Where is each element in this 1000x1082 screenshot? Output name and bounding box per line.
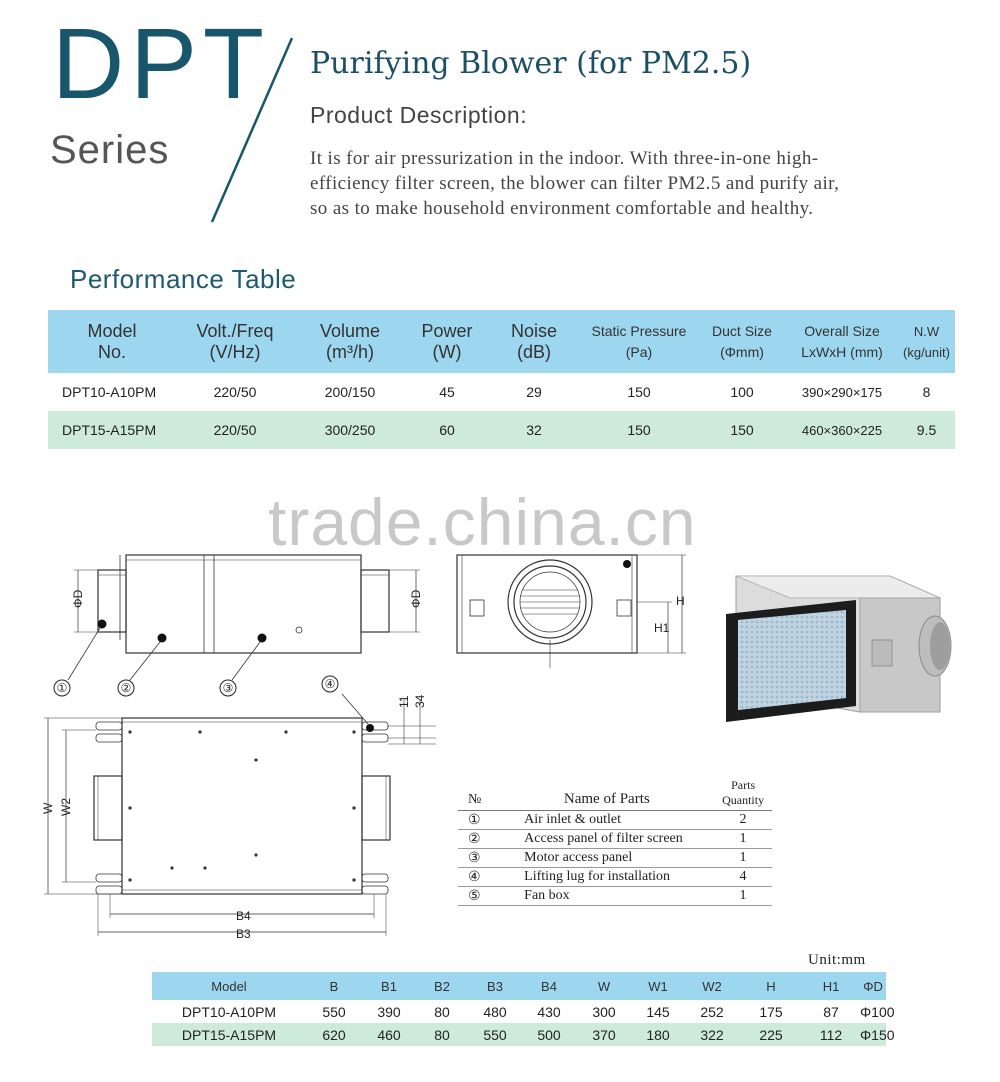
dim-label-w2: W2: [59, 798, 73, 816]
callout-2-label: ②: [120, 681, 132, 695]
part-name: Air inlet & outlet: [524, 812, 621, 827]
header-duct-size: Duct Size (Φmm): [712, 322, 772, 360]
product-title: Purifying Blower (for PM2.5): [310, 46, 752, 81]
header-model: Model No.: [87, 320, 137, 362]
dim-label-h1: H1: [654, 621, 670, 635]
table-cell: 100: [730, 383, 754, 400]
list-item: [458, 811, 772, 830]
header-cell: W1: [648, 978, 668, 994]
table-cell: 430: [537, 1003, 561, 1020]
header-overall-size: Overall Size LxWxH (mm): [801, 322, 883, 360]
header-cell: B: [329, 978, 339, 994]
table-cell: DPT15-A15PM: [181, 1026, 277, 1043]
table-cell: DPT15-A15PM: [62, 421, 157, 438]
table-cell: 80: [434, 1026, 450, 1043]
table-cell: 175: [759, 1003, 783, 1020]
product-render: [726, 576, 951, 722]
dim-label-h: H: [676, 594, 685, 608]
table-cell: 300: [592, 1003, 616, 1020]
table-cell: 32: [526, 421, 542, 438]
table-cell: 322: [700, 1026, 724, 1043]
table-cell: 112: [819, 1026, 843, 1043]
table-cell: DPT10-A10PM: [181, 1003, 277, 1020]
table-cell: 390×290×175: [801, 384, 883, 400]
description-line: efficiency filter screen, the blower can filter PM2.5 and purify air,: [310, 173, 840, 194]
table-cell: 550: [483, 1026, 507, 1043]
part-number: ④: [468, 869, 481, 885]
part-number: ③: [468, 850, 481, 866]
header-net-weight: N.W (kg/unit): [903, 323, 950, 360]
dim-label-w: W: [41, 802, 55, 814]
description-heading: Product Description:: [310, 102, 528, 128]
table-cell: 150: [627, 421, 651, 438]
part-qty: 1: [739, 831, 747, 846]
callout-4-label: ④: [324, 677, 336, 691]
end-view-drawing: [457, 555, 686, 668]
table-cell: 60: [439, 421, 455, 438]
table-cell: 252: [700, 1003, 724, 1020]
list-item: [458, 830, 772, 849]
part-name: Fan box: [524, 888, 570, 903]
table-cell: 480: [483, 1003, 507, 1020]
table-cell: 180: [646, 1026, 670, 1043]
part-qty: 1: [739, 888, 747, 903]
dim-label-11: 11: [397, 695, 411, 708]
part-qty: 2: [739, 812, 747, 827]
header-cell: B4: [541, 978, 557, 994]
table-cell: 370: [592, 1026, 616, 1043]
table-cell: 150: [730, 421, 754, 438]
table-cell: 300/250: [324, 421, 376, 438]
table-cell: 620: [322, 1026, 346, 1043]
table-cell: Φ150: [860, 1026, 895, 1043]
header-quantity: Parts Quantity: [722, 778, 765, 807]
parts-table-header: [458, 778, 772, 811]
series-logo: DPT: [52, 8, 270, 120]
header-cell: H1: [822, 978, 840, 994]
table-cell: 45: [439, 383, 455, 400]
part-number: ②: [468, 831, 481, 847]
description-line: so as to make household environment comfortable and healthy.: [310, 198, 814, 219]
part-name: Lifting lug for installation: [524, 869, 670, 884]
list-item: [458, 868, 772, 887]
part-name: Access panel of filter screen: [524, 831, 683, 846]
table-cell: 80: [434, 1003, 450, 1020]
table-cell: 9.5: [916, 421, 937, 438]
part-number: ①: [468, 812, 481, 828]
part-qty: 4: [739, 869, 747, 884]
part-qty: 1: [739, 850, 747, 865]
description-line: It is for air pressurization in the indoor. With three-in-one high-: [310, 148, 819, 169]
header-cell: B3: [487, 978, 503, 994]
header-part-name: Name of Parts: [563, 791, 650, 807]
parts-table: [458, 778, 772, 906]
table-cell: 145: [646, 1003, 670, 1020]
table-cell: 550: [322, 1003, 346, 1020]
header-cell: Model: [211, 978, 247, 994]
performance-table-title: Performance Table: [70, 264, 297, 294]
table-cell: 460: [377, 1026, 401, 1043]
table-cell: 390: [377, 1003, 401, 1020]
table-cell: DPT10-A10PM: [62, 383, 157, 400]
watermark: trade.china.cn: [268, 485, 697, 559]
part-number: ⑤: [468, 888, 481, 904]
header-noise: Noise (dB): [510, 320, 558, 362]
table-cell: 29: [526, 383, 542, 400]
list-item: [458, 849, 772, 868]
side-view-drawing: [74, 555, 420, 653]
unit-label: Unit:mm: [808, 952, 866, 968]
dim-label-b4: B4: [236, 909, 251, 923]
table-cell: 225: [759, 1026, 783, 1043]
header-volume: Volume (m³/h): [319, 320, 381, 362]
part-name: Motor access panel: [524, 850, 633, 865]
header-volt-freq: Volt./Freq (V/Hz): [196, 320, 274, 362]
dim-label-od-left: ΦD: [71, 589, 85, 608]
header-cell: B1: [381, 978, 397, 994]
header-cell: W2: [702, 978, 722, 994]
callout-1-label: ①: [56, 681, 68, 695]
dim-label-b3: B3: [236, 927, 251, 941]
header-cell: H: [766, 978, 776, 994]
table-row: [152, 1023, 895, 1046]
table-cell: 460×360×225: [801, 422, 883, 438]
table-cell: 220/50: [213, 383, 257, 400]
dim-label-od-right: ΦD: [409, 589, 423, 608]
dimensions-table: [152, 972, 895, 1046]
header-cell: B2: [434, 978, 450, 994]
header-static-pressure: Static Pressure (Pa): [591, 322, 687, 360]
top-view-drawing: [44, 700, 436, 936]
list-item: [458, 887, 772, 906]
dimensions-table-header: [152, 972, 886, 1000]
table-cell: 200/150: [324, 383, 376, 400]
table-cell: 8: [922, 383, 931, 400]
table-cell: 150: [627, 383, 651, 400]
table-cell: 220/50: [213, 421, 257, 438]
series-subtitle: Series: [50, 128, 170, 172]
header-cell: ΦD: [863, 978, 883, 994]
header-no: №: [468, 792, 482, 807]
header-cell: W: [597, 978, 611, 994]
table-cell: Φ100: [860, 1003, 895, 1020]
dim-label-34: 34: [413, 694, 427, 708]
callout-3-label: ③: [222, 681, 234, 695]
header-power: Power (W): [421, 320, 473, 362]
table-cell: 500: [537, 1026, 561, 1043]
table-row: [152, 1000, 895, 1023]
table-cell: 87: [823, 1003, 839, 1020]
